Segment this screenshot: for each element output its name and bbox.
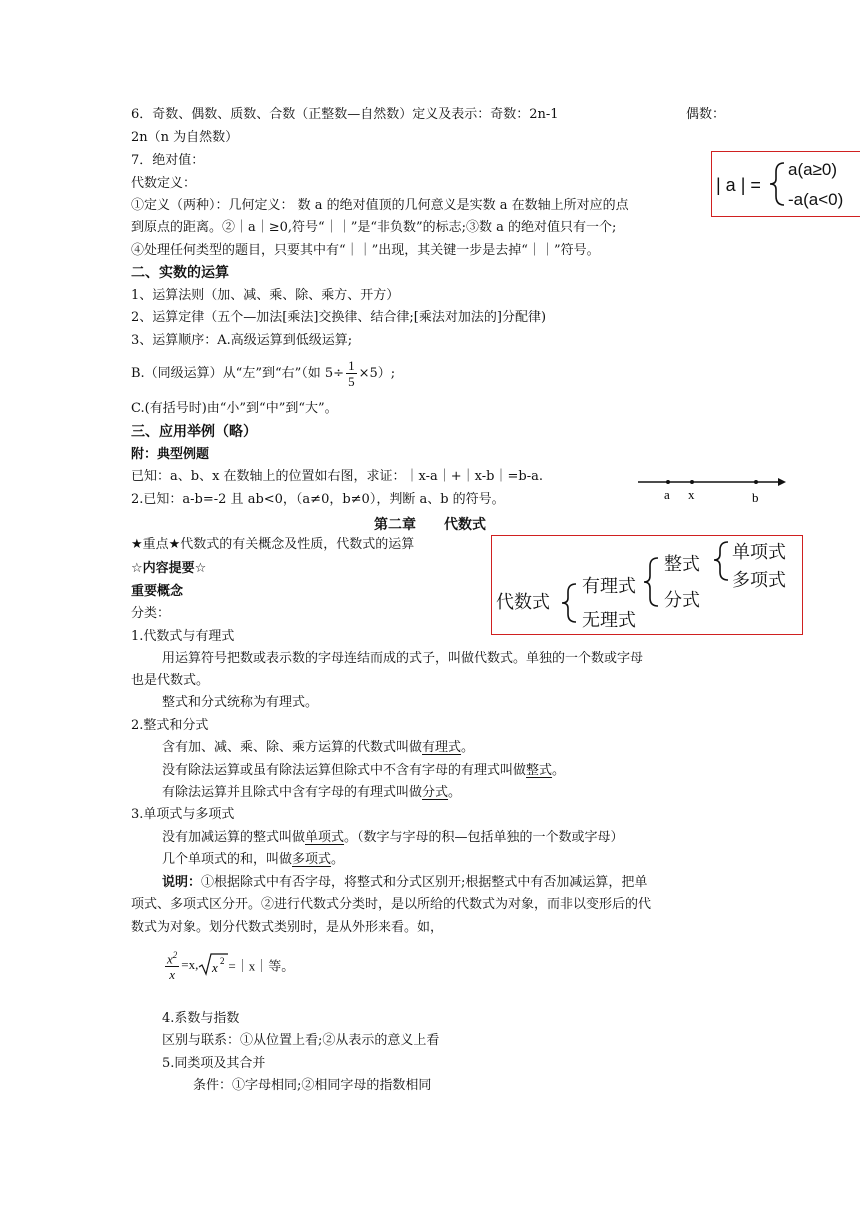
- brace-icon: [562, 584, 576, 622]
- label-b: b: [752, 490, 759, 505]
- text-line: 条件：①字母相同;②相同字母的指数相同: [193, 1078, 432, 1093]
- text-line: 3.单项式与多项式: [131, 807, 235, 822]
- arrow-icon: [778, 478, 786, 486]
- chapter-title: 第二章 代数式: [374, 517, 486, 533]
- point-x: [690, 480, 694, 484]
- section-heading: 三、应用举例（略）: [131, 424, 257, 440]
- text-line: 分类：: [131, 606, 171, 621]
- abs-lhs: | a | =: [716, 175, 761, 195]
- fraction-x2-over-x: $\frac{x^2}{x}$: [167, 950, 178, 983]
- text-line: 2、运算定律（五个—加法[乘法]交换律、结合律;[乘法对加法的]分配律): [131, 310, 547, 325]
- text-line: 说明：①根据除式中有否字母，将整式和分式区别开;根据整式中有否加减运算，把单: [162, 875, 648, 890]
- abs-case-2: -a(a<0): [788, 190, 844, 209]
- text-line: 区别与联系：①从位置上看;②从表示的意义上看: [162, 1033, 440, 1048]
- sqrt-x2: [198, 952, 228, 978]
- text-line: 2.整式和分式: [131, 718, 209, 733]
- brace-icon: [770, 163, 784, 205]
- text-line: 有除法运算并且除式中含有字母的有理式叫做分式。: [162, 785, 462, 800]
- sqrt-icon: [198, 952, 228, 978]
- text-line: 含有加、减、乘、除、乘方运算的代数式叫做有理式。: [162, 740, 475, 755]
- brace-icon: [644, 558, 658, 606]
- text-line: 已知：a、b、x 在数轴上的位置如右图，求证：｜x-a｜+｜x-b｜=b-a.: [131, 469, 543, 484]
- point-a: [666, 480, 670, 484]
- fraction: $\frac{1}{5}$: [348, 358, 355, 389]
- text-line: 2n（n 为自然数）: [131, 130, 239, 145]
- text-line: ★重点★代数式的有关概念及性质，代数式的运算: [131, 537, 415, 552]
- text-line: 用运算符号把数或表示数的字母连结而成的式子，叫做代数式。单独的一个数或字母: [162, 651, 644, 666]
- text-line: ①定义（两种）：几何定义： 数 a 的绝对值顶的几何意义是实数 a 在数轴上所对应的点: [131, 198, 629, 213]
- text-line: 没有加减运算的整式叫做单项式。（数字与字母的积—包括单独的一个数或字母）: [162, 830, 624, 845]
- svg-text:2: 2: [220, 956, 225, 967]
- formula-example: $\frac{x^2}{x}$ =x, x 2 =｜x｜等。: [167, 950, 295, 983]
- text-line: 整式和分式统称为有理式。: [162, 695, 319, 710]
- subheading: ☆内容提要☆: [131, 561, 207, 576]
- text-line: C.(有括号时)由“小”到“中”到“大”。: [131, 401, 338, 416]
- text-line: 项式、多项式区分开。②进行代数式分类时，是以所给的代数式为对象，而非以变形后的代: [131, 897, 652, 912]
- tree-node-monomial: 单项式: [732, 542, 786, 563]
- text-line: 5.同类项及其合并: [162, 1056, 266, 1071]
- text-line: 1、运算法则（加、减、乘、除、乘方、开方）: [131, 288, 400, 303]
- text-line: 7．绝对值：: [131, 153, 205, 168]
- classification-tree: [492, 536, 802, 634]
- absolute-value-formula: [712, 152, 860, 216]
- text-line: 几个单项式的和，叫做多项式。: [162, 852, 345, 867]
- label-x: x: [688, 487, 695, 502]
- text-line: 6．奇数、偶数、质数、合数（正整数—自然数）定义及表示：奇数：2n-1: [131, 107, 559, 122]
- text-line: B.（同级运算）从“左”到“右”（如 5÷ $\frac{1}{5}$ ×5）;: [131, 358, 396, 389]
- text-line: 也是代数式。: [131, 673, 210, 688]
- classification-tree-box: [491, 535, 803, 635]
- tree-node-fraction: 分式: [664, 590, 700, 611]
- subheading: 附：典型例题: [131, 447, 210, 462]
- svg-text:x: x: [212, 960, 219, 976]
- text-line: 2.已知：a-b=-2 且 ab<0，（a≠0，b≠0），判断 a、b 的符号。: [131, 492, 505, 507]
- label-a: a: [664, 487, 670, 502]
- text-line: 数式为对象。划分代数式类别时，是从外形来看。如，: [131, 920, 444, 935]
- text-line: 没有除法运算或虽有除法运算但除式中不含有字母的有理式叫做整式。: [162, 763, 566, 778]
- text-line: 1.代数式与有理式: [131, 629, 235, 644]
- text-line: 3、运算顺序：A.高级运算到低级运算;: [131, 333, 353, 348]
- tree-node-polynomial: 多项式: [732, 570, 786, 591]
- text-line: 到原点的距离。②｜a｜≥0,符号“｜｜”是“非负数”的标志;③数 a 的绝对值只有一个;: [131, 220, 617, 235]
- tree-node-rational: 有理式: [582, 576, 636, 597]
- number-line: [636, 472, 788, 506]
- subheading: 重要概念: [131, 584, 184, 599]
- text-line: 代数定义：: [131, 176, 197, 191]
- abs-case-1: a(a≥0): [788, 160, 838, 179]
- text-line: ④处理任何类型的题目，只要其中有“｜｜”出现，其关键一步是去掉“｜｜”符号。: [131, 243, 600, 258]
- tree-node-irrational: 无理式: [582, 610, 636, 631]
- text-line: 4.系数与指数: [162, 1011, 240, 1026]
- tree-node-integral: 整式: [664, 554, 700, 575]
- section-heading: 二、实数的运算: [131, 265, 229, 281]
- tree-root: 代数式: [496, 592, 550, 613]
- absolute-value-formula-box: [711, 151, 860, 217]
- text-line: 偶数：: [686, 107, 726, 122]
- point-b: [754, 480, 758, 484]
- brace-icon: [714, 542, 728, 580]
